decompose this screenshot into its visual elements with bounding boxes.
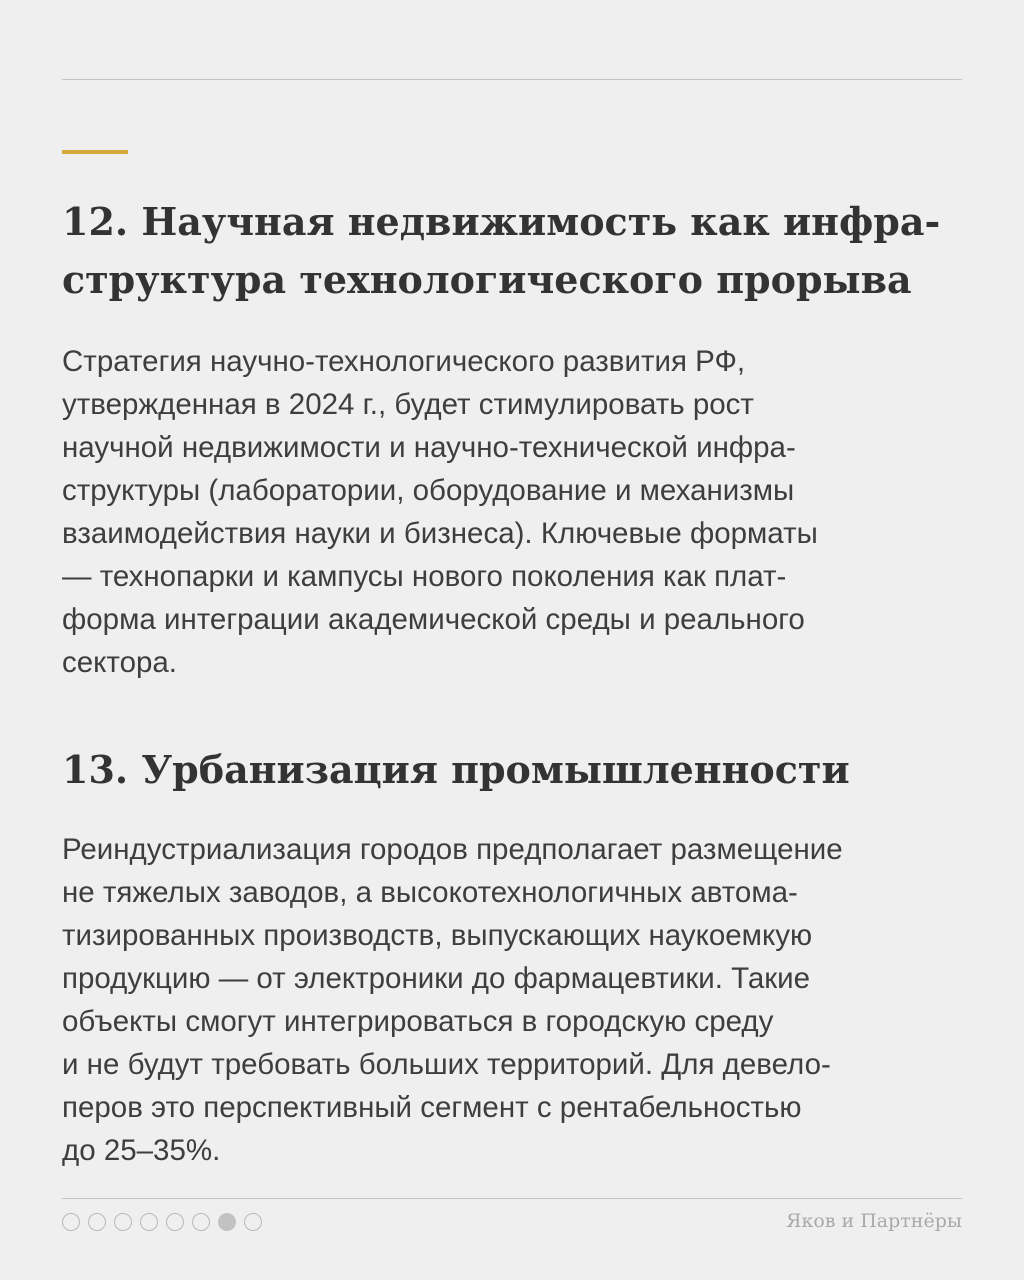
pagination-dots — [62, 1213, 262, 1231]
pagination-dot — [166, 1213, 184, 1231]
section-12-body-line: структуры (лаборатории, оборудование и механизмы — [62, 474, 795, 507]
accent-bar — [62, 150, 128, 154]
section-12-body-line: — технопарки и кампусы нового поколения как плат- — [62, 560, 787, 593]
pagination-dot — [88, 1213, 106, 1231]
section-13-body-line: объекты смогут интегрироваться в городскую среду — [62, 1005, 774, 1038]
section-13-body-line: Реиндустриализация городов предполагает размещение — [62, 833, 843, 866]
section-13-body-line: перов это перспективный сегмент с рентабельностью — [62, 1091, 802, 1124]
pagination-dot — [140, 1213, 158, 1231]
section-12-title — [62, 193, 940, 309]
pagination-dot — [114, 1213, 132, 1231]
section-12-body-line: взаимодействия науки и бизнеса). Ключевые форматы — [62, 517, 818, 550]
section-12-body-line: утвержденная в 2024 г., будет стимулировать рост — [62, 388, 754, 421]
pagination-dot — [192, 1213, 210, 1231]
bottom-divider — [62, 1198, 962, 1199]
section-13-body-line: не тяжелых заводов, а высокотехнологичных автома- — [62, 876, 798, 909]
pagination-dot-current — [218, 1213, 236, 1231]
section-12-body-line: форма интеграции академической среды и реального — [62, 603, 805, 636]
section-13-body — [62, 828, 843, 1172]
section-12-body — [62, 340, 818, 684]
pagination-dot — [62, 1213, 80, 1231]
section-12-body-line: сектора. — [62, 646, 177, 679]
section-13-body-line: и не будут требовать больших территорий. Для девело- — [62, 1048, 831, 1081]
top-divider — [62, 79, 962, 80]
section-13-body-line: продукцию — от электроники до фармацевтики. Такие — [62, 962, 811, 995]
section-12-title-line: 12. Научная недвижимость как инфра- — [62, 199, 941, 244]
section-12-body-line: научной недвижимости и научно-технической инфра- — [62, 431, 796, 464]
section-13-title-line: 13. Урбанизация промышленности — [62, 747, 850, 792]
section-12-title-line: структура технологического прорыва — [62, 257, 912, 302]
section-13-body-line: до 25–35%. — [62, 1134, 221, 1167]
section-12-body-line: Стратегия научно-технологического развития РФ, — [62, 345, 746, 378]
section-13-body-line: тизированных производств, выпускающих наукоемкую — [62, 919, 813, 952]
section-13-title — [62, 741, 850, 799]
pagination-dot — [244, 1213, 262, 1231]
brand-name: Яков и Партнёры — [786, 1210, 962, 1232]
